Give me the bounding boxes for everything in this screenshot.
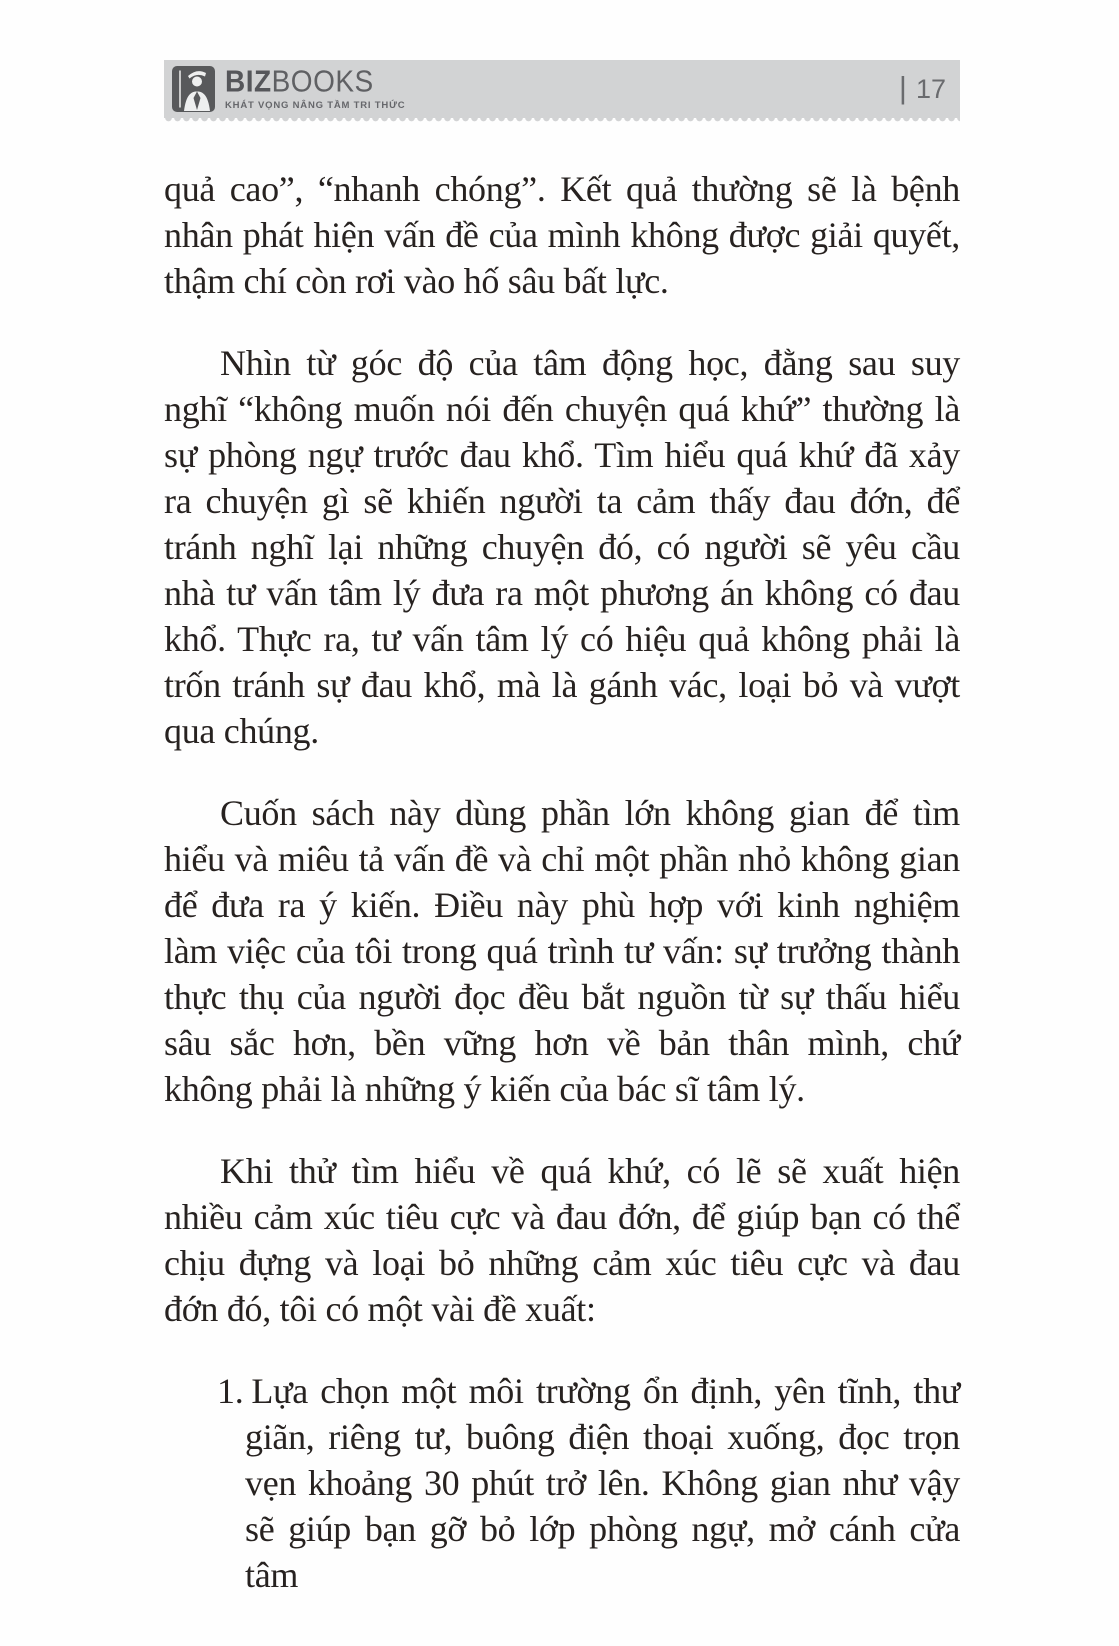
paragraph-3: Cuốn sách này dùng phần lớn không gian để tìm hiểu và miêu tả vấn đề và chỉ một phần nhỏ không gian để đưa ra ý kiến. Điều này phù hợp với kinh nghiệm làm việc của tôi trong quá trình tư vấn: sự trưởng thành thực thụ của người đọc đều bắt nguồn từ sự thấu hiểu sâu sắc hơn, bền vững hơn về bản thân mình, chứ không phải là những ý kiến của bác sĩ tâm lý. [164, 793, 960, 1109]
brand-name-books: BOOKS [271, 64, 374, 98]
brand-name-biz: BIZ [225, 64, 272, 98]
list-item-number: 1. [217, 1371, 244, 1411]
brand-name [225, 64, 405, 98]
page-number [898, 69, 946, 105]
publisher-logo [171, 65, 405, 113]
paragraph-2: Nhìn từ góc độ của tâm động học, đằng sau suy nghĩ “không muốn nói đến chuyện quá khứ” thường là sự phòng ngự trước đau khổ. Tìm hiểu quá khứ đã xảy ra chuyện gì sẽ khiến người ta cảm thấy đau đớn, để tránh nghĩ lại những chuyện đó, có người sẽ yêu cầu nhà tư vấn tâm lý đưa ra một phương án không có đau khổ. Thực ra, tư vấn tâm lý có hiệu quả không phải là trốn tránh sự đau khổ, mà là gánh vác, loại bỏ và vượt qua chúng. [164, 343, 960, 751]
brand-text [225, 64, 406, 111]
page-number-value: 17 [915, 73, 946, 104]
brand-tagline: KHÁT VỌNG NÂNG TẦM TRI THỨC [225, 99, 406, 111]
paragraph-4: Khi thử tìm hiểu về quá khứ, có lẽ sẽ xuất hiện nhiều cảm xúc tiêu cực và đau đớn, để giúp bạn có thể chịu đựng và loại bỏ những cảm xúc tiêu cực và đau đớn đó, tôi có một vài đề xuất: [164, 1151, 960, 1329]
page-number-divider: | [898, 69, 907, 105]
paragraph-1: quả cao”, “nhanh chóng”. Kết quả thường sẽ là bệnh nhân phát hiện vấn đề của mình không được giải quyết, thậm chí còn rơi vào hố sâu bất lực. [164, 169, 960, 301]
list-item-1 [217, 1368, 960, 1598]
bizbooks-book-icon [171, 65, 216, 113]
page-content [164, 166, 960, 1598]
page-header-band [164, 60, 960, 118]
list-item-text: Lựa chọn một môi trường ổn định, yên tĩnh, thư giãn, riêng tư, buông điện thoại xuống, đọc trọn vẹn khoảng 30 phút trở lên. Không gian như vậy sẽ giúp bạn gỡ bỏ lớp phòng ngự, mở cánh cửa tâm [245, 1371, 960, 1595]
